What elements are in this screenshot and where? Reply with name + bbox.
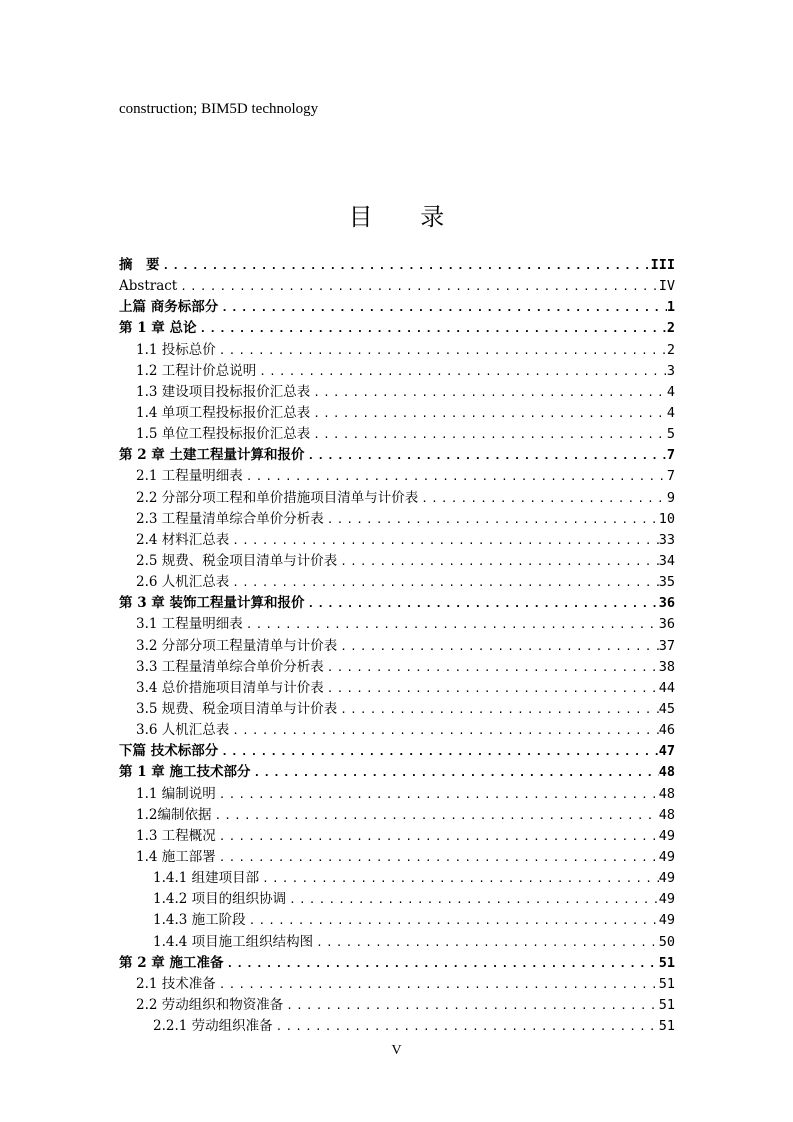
toc-leader-dots bbox=[218, 297, 667, 318]
toc-entry-label: 1.4 施工部署 bbox=[136, 848, 216, 865]
toc-entry-label: 1.1 投标总价 bbox=[136, 341, 216, 358]
toc-entry-label: 1.2编制依据 bbox=[136, 806, 212, 823]
toc-leader-dots bbox=[160, 255, 651, 276]
toc-entry[interactable] bbox=[119, 255, 675, 276]
toc-entry-label: 第 3 章 装饰工程量计算和报价 bbox=[119, 595, 305, 612]
toc-entry[interactable] bbox=[119, 910, 675, 931]
toc-entry-label: 摘 要 bbox=[119, 257, 160, 273]
toc-leader-dots bbox=[229, 530, 658, 551]
toc-entry-page: 51 bbox=[658, 975, 675, 992]
toc-entry-label: 3.5 规费、税金项目清单与计价表 bbox=[136, 700, 338, 717]
toc-entry-page: 46 bbox=[658, 722, 675, 739]
toc-entry-label: 1.4.1 组建项目部 bbox=[153, 870, 260, 887]
toc-entry[interactable] bbox=[119, 614, 675, 635]
toc-entry[interactable] bbox=[119, 572, 675, 593]
toc-entry[interactable] bbox=[119, 805, 675, 826]
toc-leader-dots bbox=[313, 932, 659, 953]
toc-entry-page: 7 bbox=[666, 447, 675, 464]
toc-entry-page: IV bbox=[658, 278, 675, 295]
toc-entry-label: 1.3 建设项目投标报价汇总表 bbox=[136, 383, 311, 400]
toc-entry-label: 2.1 技术准备 bbox=[136, 975, 216, 992]
toc-entry-label: 3.4 总价措施项目清单与计价表 bbox=[136, 679, 324, 696]
toc-leader-dots bbox=[243, 614, 659, 635]
toc-leader-dots bbox=[283, 995, 658, 1016]
toc-entry-page: 35 bbox=[658, 574, 675, 591]
toc-entry[interactable] bbox=[119, 1016, 675, 1037]
toc-entry-label: 第 2 章 土建工程量计算和报价 bbox=[119, 447, 305, 464]
toc-entry-page: 4 bbox=[666, 404, 675, 421]
toc-entry[interactable] bbox=[119, 868, 675, 889]
toc-title: 目 录 bbox=[348, 203, 465, 231]
toc-leader-dots bbox=[259, 868, 659, 889]
toc-entry-page: 51 bbox=[658, 996, 675, 1013]
toc-leader-dots bbox=[337, 551, 658, 572]
toc-entry-label: 1.1 编制说明 bbox=[136, 785, 216, 802]
toc-entry-page: 45 bbox=[658, 700, 675, 717]
toc-entry-label: 1.4 单项工程投标报价汇总表 bbox=[136, 404, 311, 421]
toc-entry[interactable] bbox=[119, 530, 675, 551]
toc-entry-page: 49 bbox=[658, 827, 675, 844]
toc-entry[interactable] bbox=[119, 741, 675, 762]
toc-leader-dots bbox=[286, 889, 659, 910]
toc-leader-dots bbox=[216, 826, 659, 847]
toc-entry-label: 1.4.3 施工阶段 bbox=[153, 912, 246, 929]
toc-entry-label: 2.4 材料汇总表 bbox=[136, 531, 230, 548]
toc-leader-dots bbox=[305, 445, 667, 466]
toc-leader-dots bbox=[305, 593, 659, 614]
toc-leader-dots bbox=[229, 572, 658, 593]
toc-entry-page: 49 bbox=[658, 891, 675, 908]
toc-entry-label: 2.3 工程量清单综合单价分析表 bbox=[136, 510, 324, 527]
toc-entry-label: 3.3 工程量清单综合单价分析表 bbox=[136, 658, 324, 675]
toc-entry[interactable] bbox=[119, 720, 675, 741]
toc-entry-page: 47 bbox=[658, 743, 675, 760]
toc-entry-label: 2.2 分部分项工程和单价措施项目清单与计价表 bbox=[136, 489, 419, 506]
toc-entry-label: 3.2 分部分项工程量清单与计价表 bbox=[136, 637, 338, 654]
toc-entry[interactable] bbox=[119, 488, 675, 509]
toc-entry-page: 34 bbox=[658, 552, 675, 569]
toc-entry[interactable] bbox=[119, 678, 675, 699]
toc-entry-page: 38 bbox=[658, 658, 675, 675]
toc-entry-label: 第 1 章 总论 bbox=[119, 320, 197, 337]
toc-entry-label: 1.5 单位工程投标报价汇总表 bbox=[136, 426, 311, 443]
toc-entry[interactable] bbox=[119, 953, 675, 974]
toc-entry[interactable] bbox=[119, 932, 675, 953]
toc-entry[interactable] bbox=[119, 847, 675, 868]
toc-leader-dots bbox=[418, 488, 667, 509]
toc-entry-label: 1.3 工程概况 bbox=[136, 827, 216, 844]
toc-leader-dots bbox=[224, 953, 659, 974]
toc-leader-dots bbox=[324, 678, 659, 699]
toc-leader-dots bbox=[216, 974, 659, 995]
toc-entry-label: 下篇 技术标部分 bbox=[119, 743, 219, 760]
toc-entry-label: 3.6 人机汇总表 bbox=[136, 722, 230, 739]
toc-leader-dots bbox=[310, 382, 667, 403]
toc-entry[interactable] bbox=[119, 889, 675, 910]
toc-entry-page: 2 bbox=[666, 320, 675, 337]
toc-entry-page: 1 bbox=[666, 299, 675, 316]
toc-leader-dots bbox=[256, 361, 667, 382]
toc-entry[interactable] bbox=[119, 699, 675, 720]
toc-entry-label: Abstract bbox=[119, 278, 178, 295]
toc-entry-label: 1.4.2 项目的组织协调 bbox=[153, 891, 287, 908]
toc-leader-dots bbox=[273, 1016, 659, 1037]
toc-leader-dots bbox=[324, 509, 659, 530]
toc-entry-label: 2.6 人机汇总表 bbox=[136, 574, 230, 591]
toc-entry[interactable] bbox=[119, 762, 675, 783]
toc-entry[interactable] bbox=[119, 636, 675, 657]
toc-entry-page: 49 bbox=[658, 870, 675, 887]
toc-entry-page: 50 bbox=[658, 933, 675, 950]
toc-entry-page: 51 bbox=[658, 954, 675, 971]
toc-entry[interactable] bbox=[119, 995, 675, 1016]
toc-entry[interactable] bbox=[119, 974, 675, 995]
toc-leader-dots bbox=[246, 910, 659, 931]
toc-leader-dots bbox=[229, 720, 658, 741]
toc-entry-page: 36 bbox=[658, 595, 675, 612]
table-of-contents bbox=[119, 255, 675, 1037]
toc-entry-label: 1.2 工程计价总说明 bbox=[136, 362, 257, 379]
toc-entry[interactable] bbox=[119, 297, 675, 318]
toc-entry-label: 上篇 商务标部分 bbox=[119, 299, 219, 316]
toc-entry-label: 2.2 劳动组织和物资准备 bbox=[136, 996, 284, 1013]
toc-entry[interactable] bbox=[119, 593, 675, 614]
toc-entry-page: 3 bbox=[666, 362, 675, 379]
toc-leader-dots bbox=[216, 784, 659, 805]
toc-entry-page: 4 bbox=[666, 383, 675, 400]
toc-entry[interactable] bbox=[119, 784, 675, 805]
toc-entry-label: 2.5 规费、税金项目清单与计价表 bbox=[136, 552, 338, 569]
toc-entry-page: 49 bbox=[658, 912, 675, 929]
toc-leader-dots bbox=[211, 805, 658, 826]
toc-entry-page: 49 bbox=[658, 848, 675, 865]
page-number: V bbox=[391, 1043, 402, 1058]
toc-entry[interactable] bbox=[119, 657, 675, 678]
toc-leader-dots bbox=[251, 762, 659, 783]
toc-entry-page: III bbox=[650, 257, 675, 273]
toc-entry-page: 48 bbox=[658, 764, 675, 781]
toc-entry[interactable] bbox=[119, 445, 675, 466]
toc-leader-dots bbox=[216, 847, 659, 868]
toc-entry[interactable] bbox=[119, 551, 675, 572]
toc-entry[interactable] bbox=[119, 826, 675, 847]
toc-leader-dots bbox=[337, 636, 658, 657]
toc-entry-label: 2.2.1 劳动组织准备 bbox=[153, 1018, 273, 1035]
toc-entry[interactable] bbox=[119, 466, 675, 487]
toc-entry[interactable] bbox=[119, 424, 675, 445]
toc-leader-dots bbox=[177, 276, 659, 297]
toc-entry-page: 37 bbox=[658, 637, 675, 654]
toc-leader-dots bbox=[216, 340, 667, 361]
toc-entry[interactable] bbox=[119, 276, 675, 297]
toc-entry[interactable] bbox=[119, 318, 675, 339]
toc-entry-page: 36 bbox=[658, 616, 675, 633]
toc-entry-label: 2.1 工程量明细表 bbox=[136, 468, 243, 485]
toc-entry[interactable] bbox=[119, 340, 675, 361]
toc-entry[interactable] bbox=[119, 361, 675, 382]
toc-entry-page: 33 bbox=[658, 531, 675, 548]
toc-entry-page: 44 bbox=[658, 679, 675, 696]
toc-entry-page: 2 bbox=[666, 341, 675, 358]
toc-entry[interactable] bbox=[119, 382, 675, 403]
toc-entry-page: 10 bbox=[658, 510, 675, 527]
toc-entry-label: 1.4.4 项目施工组织结构图 bbox=[153, 933, 314, 950]
toc-leader-dots bbox=[324, 657, 659, 678]
toc-entry-page: 48 bbox=[658, 806, 675, 823]
toc-entry-page: 51 bbox=[658, 1018, 675, 1035]
toc-leader-dots bbox=[243, 466, 667, 487]
toc-entry[interactable] bbox=[119, 509, 675, 530]
toc-entry-page: 7 bbox=[666, 468, 675, 485]
toc-entry[interactable] bbox=[119, 403, 675, 424]
toc-leader-dots bbox=[310, 403, 667, 424]
abstract-keywords-tail: construction; BIM5D technology bbox=[119, 101, 319, 117]
toc-leader-dots bbox=[337, 699, 658, 720]
toc-entry-label: 第 2 章 施工准备 bbox=[119, 954, 224, 971]
toc-entry-page: 9 bbox=[666, 489, 675, 506]
toc-leader-dots bbox=[197, 318, 667, 339]
toc-entry-page: 5 bbox=[666, 426, 675, 443]
toc-entry-label: 3.1 工程量明细表 bbox=[136, 616, 243, 633]
toc-leader-dots bbox=[310, 424, 667, 445]
toc-entry-page: 48 bbox=[658, 785, 675, 802]
toc-entry-label: 第 1 章 施工技术部分 bbox=[119, 764, 251, 781]
toc-leader-dots bbox=[218, 741, 659, 762]
